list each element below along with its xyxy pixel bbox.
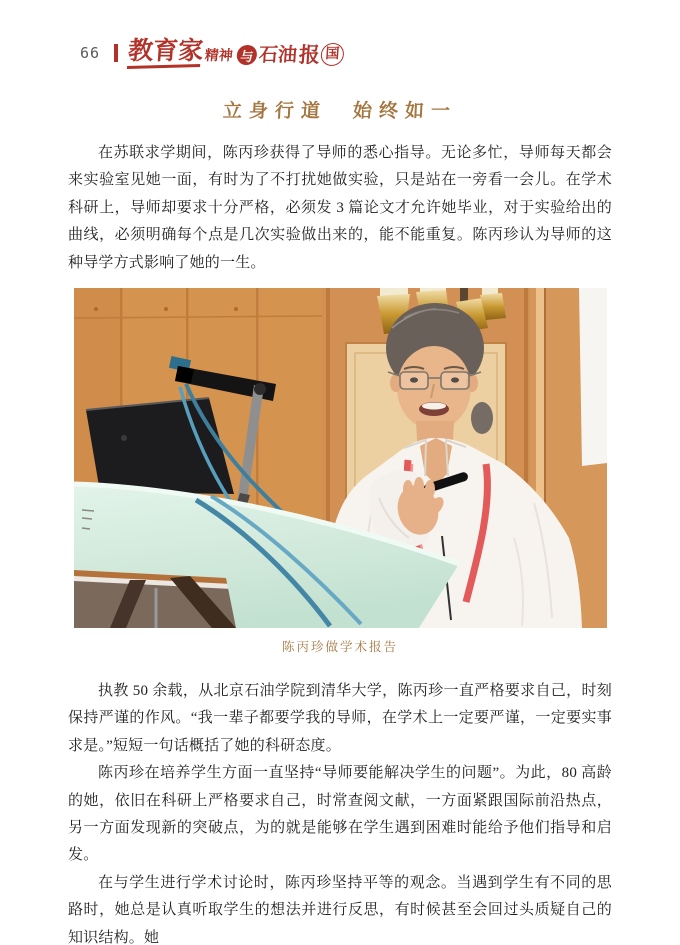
paragraph: 执教 50 余载，从北京石油学院到清华大学，陈丙珍一直严格要求自己，时刻保持严谨的作风。“我一辈子都要学我的导师，在学术上一定要严谨，一定要实事求是。”短短一句话概括了她的科研态度。 — [68, 683, 612, 754]
series-logo — [127, 39, 345, 67]
logo-text-educator: 教育家 — [127, 38, 205, 65]
header-divider-bar — [114, 44, 118, 62]
paragraph: 在与学生进行学术讨论时，陈丙珍坚持平等的观念。当遇到学生有不同的思路时，她总是认真听取学生的想法并进行反思，有时候甚至会回过头质疑自己的知识结构。她 — [68, 874, 612, 945]
photo-caption: 陈丙珍做学术报告 — [281, 640, 398, 655]
photo-chen-bingzhen-lecture — [74, 288, 607, 628]
logo-text-serve: 报 — [298, 43, 321, 67]
logo-text-spirit: 精神 — [204, 49, 234, 64]
page-number: 66 — [80, 44, 101, 62]
logo-text-country-circled: 国 — [320, 43, 345, 66]
paragraph: 在苏联求学期间，陈丙珍获得了导师的悉心指导。无论多忙，导师每天都会来实验室见她一面，有时为了不打扰她做实验，只是站在一旁看一会儿。在学术科研上，导师却要求十分严格，必须发 3 篇论文才允许她毕业，对于实验给出的曲线，必须明确每个点是几次实验做出来的，能不能重复。陈丙珍认为导师的这种导学方式影响了她的一生。 — [68, 145, 612, 271]
paragraph: 陈丙珍在培养学生方面一直坚持“导师要能解决学生的问题”。为此，80 高龄的她，依旧在科研上严格要求自己，时常查阅文献，一方面紧跟国际前沿热点，另一方面发现新的突破点，为的就是能够在学生遇到困难时能给予他们指导和启发。 — [68, 765, 612, 864]
section-title: 立身行道 始终如一 — [222, 101, 458, 122]
hair-bun — [471, 402, 493, 434]
logo-circle-and: 与 — [236, 45, 257, 65]
photo-figure — [74, 288, 607, 655]
logo-text-petroleum: 石油 — [258, 45, 298, 66]
page-header — [80, 36, 612, 70]
laptop — [86, 398, 234, 494]
